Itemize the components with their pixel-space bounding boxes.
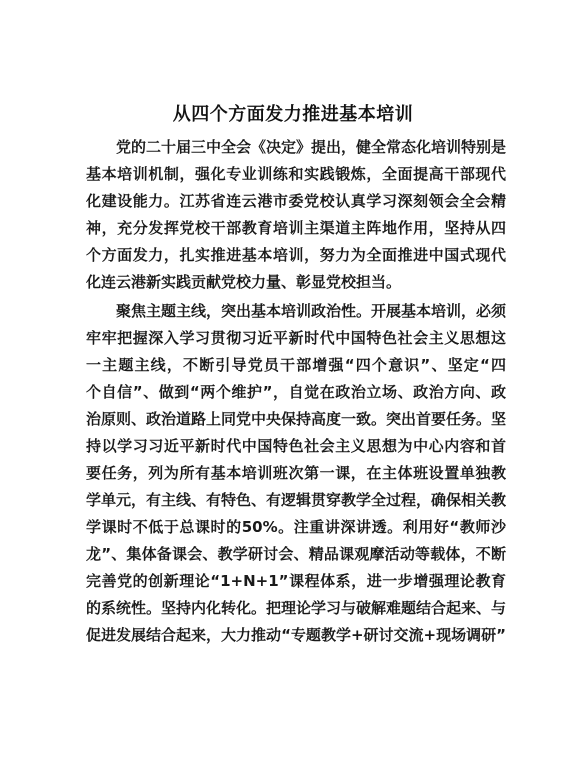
text-line: 学单元，有主线、有特色、有逻辑贯穿教学全过程，确保相关教: [86, 491, 506, 509]
text-line: 党的二十届三中全会《决定》提出，健全常态化培训特别是: [116, 138, 506, 156]
text-line: 神，充分发挥党校干部教育培训主渠道主阵地作用，坚持从四: [86, 219, 506, 237]
text-line: 个自信”、做到“两个维护”，自觉在政治立场、政治方向、政: [86, 383, 506, 401]
text-line: 基本培训机制，强化专业训练和实践锻炼，全面提高干部现代: [86, 165, 506, 183]
text-line: 一主题主线，不断引导党员干部增强“四个意识”、坚定“四: [86, 356, 506, 374]
text-line: 化连云港新实践贡献党校力量、彰显党校担当。: [86, 273, 402, 291]
paragraph-political: [86, 298, 506, 649]
text-line: 要任务，列为所有基本培训班次第一课，在主体班设置单独教: [86, 464, 506, 482]
text-line: 完善党的创新理论“1+N+1”课程体系，进一步增强理论教育: [86, 572, 506, 590]
text-line: 学课时不低于总课时的50%。注重讲深讲透。利用好“教师沙: [86, 518, 506, 536]
paragraph-intro: [86, 134, 506, 296]
text-line: 促进发展结合起来，大力推动“专题教学+研讨交流+现场调研”: [86, 626, 506, 644]
text-line: 化建设能力。江苏省连云港市委党校认真学习深刻领会全会精: [86, 192, 506, 210]
text-line: 持以学习习近平新时代中国特色社会主义思想为中心内容和首: [86, 437, 506, 455]
text-line: 龙”、集体备课会、教学研讨会、精品课观摩活动等载体，不断: [86, 545, 506, 563]
text-line: 牢牢把握深入学习贯彻习近平新时代中国特色社会主义思想这: [86, 329, 506, 347]
text-line: 聚焦主题主线，突出基本培训政治性。开展基本培训，必须: [116, 302, 506, 320]
text-line: 个方面发力，扎实推进基本培训，努力为全面推进中国式现代: [86, 246, 506, 264]
document-title: 从四个方面发力推进基本培训: [172, 104, 414, 125]
text-line: 的系统性。坚持内化转化。把理论学习与破解难题结合起来、与: [86, 599, 506, 617]
text-line: 治原则、政治道路上同党中央保持高度一致。突出首要任务。坚: [86, 410, 506, 428]
